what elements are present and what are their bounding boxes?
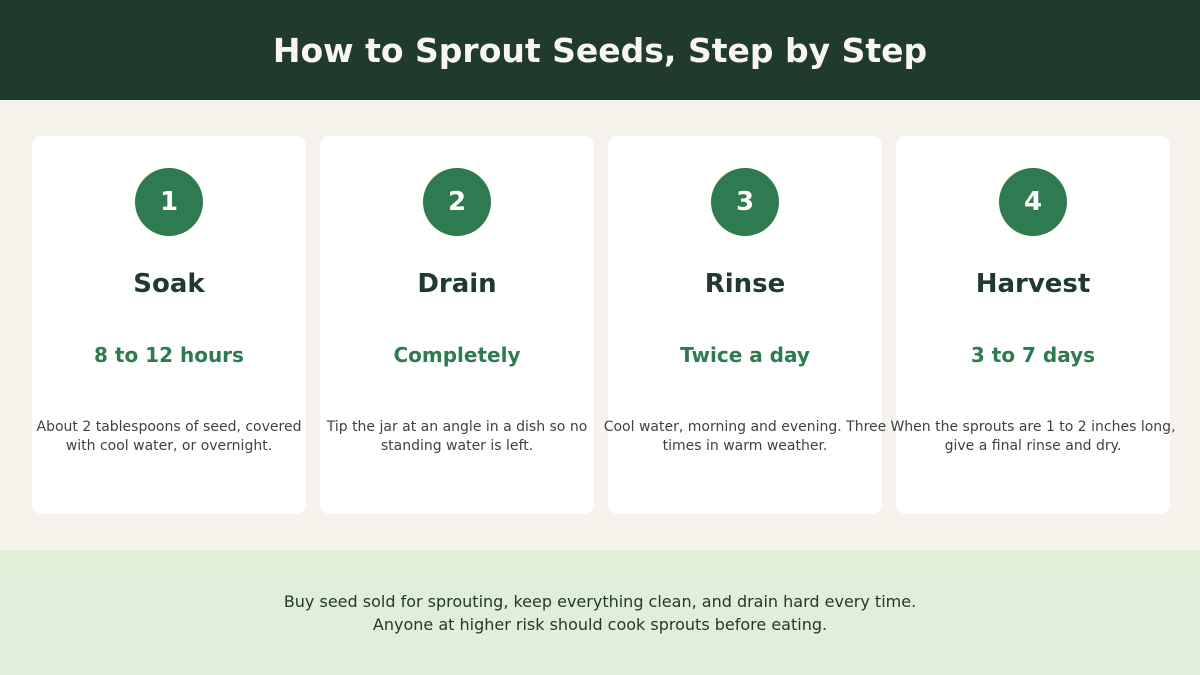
- step-duration: 3 to 7 days: [970, 343, 1096, 367]
- step-duration: Twice a day: [680, 343, 810, 367]
- safety-note-banner: [0, 550, 1200, 675]
- safety-note-line-2: Anyone at higher risk should cook sprouts before eating.: [372, 614, 828, 634]
- step-title: Harvest: [975, 269, 1091, 299]
- step-number-badge: 3: [711, 168, 779, 236]
- step-description: About 2 tablespoons of seed, covered with cool water, or overnight.: [36, 419, 302, 454]
- step-card-rinse: [603, 136, 887, 514]
- step-number-badge: 4: [999, 168, 1067, 236]
- safety-note: [284, 590, 916, 636]
- step-card-drain: [320, 136, 594, 514]
- step-title: Rinse: [704, 269, 786, 299]
- step-title: Soak: [133, 269, 205, 299]
- step-title: Drain: [417, 269, 497, 299]
- step-description: Tip the jar at an angle in a dish so no standing water is left.: [326, 419, 588, 454]
- step-description: When the sprouts are 1 to 2 inches long, give a final rinse and dry.: [890, 419, 1176, 454]
- step-description: Cool water, morning and evening. Three times in warm weather.: [603, 419, 887, 454]
- step-number-badge: 1: [135, 168, 203, 236]
- step-card-soak: [32, 136, 306, 514]
- step-duration: 8 to 12 hours: [94, 343, 244, 367]
- step-duration: Completely: [393, 343, 521, 367]
- safety-note-line-1: Buy seed sold for sprouting, keep everything clean, and drain hard every time.: [283, 591, 917, 611]
- step-card-harvest: [890, 136, 1176, 514]
- step-number-badge: 2: [423, 168, 491, 236]
- page-title: How to Sprout Seeds, Step by Step: [272, 30, 928, 70]
